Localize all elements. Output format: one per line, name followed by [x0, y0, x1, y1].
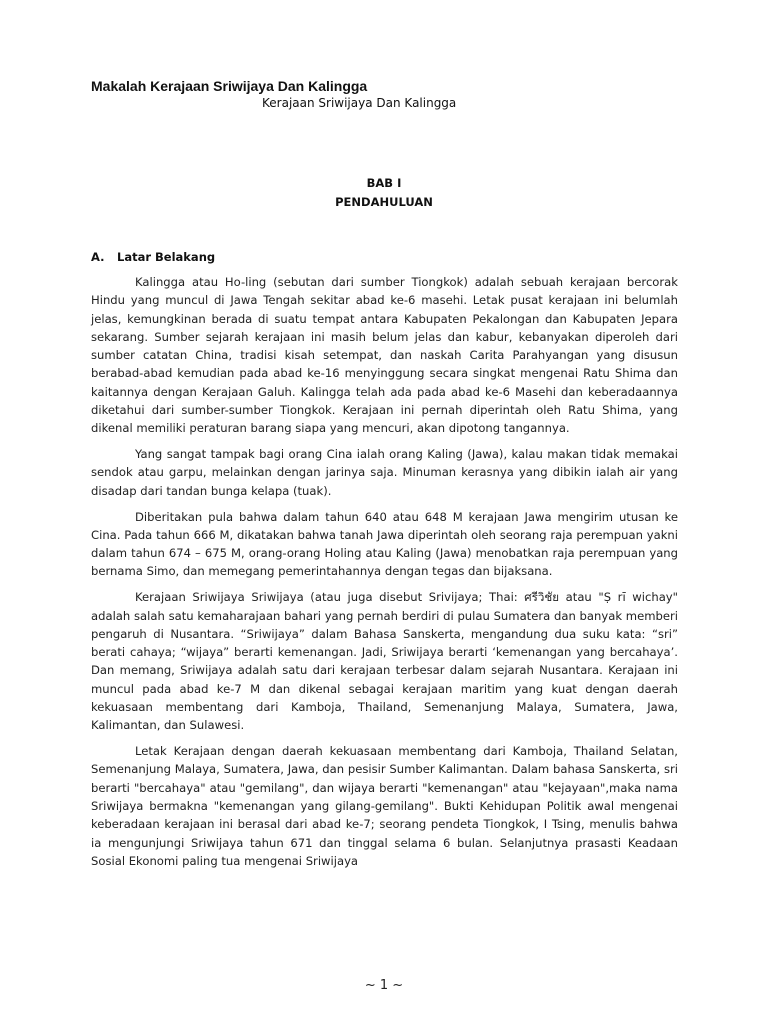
- body-text: [91, 273, 678, 878]
- section-heading: [91, 250, 215, 264]
- paragraph: Kalingga atau Ho-ling (sebutan dari sumber Tiongkok) adalah sebuah kerajaan bercorak Hindu yang muncul di Jawa Tengah sekitar abad ke-6 masehi. Letak pusat kerajaan ini belumlah jelas, kemungkinan berada di suatu tempat antara Kabupaten Pekalongan dan Kabupaten Jepara sekarang. Sumber sejarah kerajaan ini masih belum jelas dan kabur, kebanyakan diperoleh dari sumber catatan China, tradisi kisah setempat, dan naskah Carita Parahyangan yang disusun berabad-abad kemudian pada abad ke-16 menyinggung secara singkat mengenai Ratu Shima dan kaitannya dengan Kerajaan Galuh. Kalingga telah ada pada abad ke-6 Masehi dan keberadaannya diketahui dari sumber-sumber Tiongkok. Kerajaan ini pernah diperintah oleh Ratu Shima, yang dikenal memiliki peraturan barang siapa yang mencuri, akan dipotong tangannya.: [91, 275, 678, 436]
- document-title: Makalah Kerajaan Sriwijaya Dan Kalingga: [91, 78, 368, 94]
- section-title: Latar Belakang: [117, 250, 216, 264]
- paragraph: Yang sangat tampak bagi orang Cina ialah orang Kaling (Jawa), kalau makan tidak memakai sendok atau garpu, melainkan dengan jarinya saja. Minuman kerasnya yang dibikin ialah air yang disadap dari tandan bunga kelapa (tuak).: [91, 447, 678, 498]
- chapter-title: PENDAHULUAN: [335, 195, 433, 209]
- chapter-label: BAB I: [366, 176, 402, 190]
- paragraph: Diberitakan pula bahwa dalam tahun 640 atau 648 M kerajaan Jawa mengirim utusan ke Cina. Pada tahun 666 M, dikatakan bahwa tanah Jawa diperintah oleh seorang raja perempuan yakni dalam tahun 674 – 675 M, orang-orang Holing atau Kaling (Jawa) menobatkan raja perempuan yang bernama Simo, dan memegang pemerintahannya dengan tegas dan bijaksana.: [91, 509, 678, 579]
- document-subtitle: Kerajaan Sriwijaya Dan Kalingga: [262, 96, 457, 110]
- page-number: ~ 1 ~: [364, 978, 404, 993]
- section-number: A.: [91, 250, 105, 264]
- paragraph: Letak Kerajaan dengan daerah kekuasaan membentang dari Kamboja, Thailand Selatan, Semenanjung Malaya, Sumatera, Jawa, dan pesisir Sumber Kalimantan. Dalam bahasa Sanskerta, sri berarti "bercahaya" atau "gemilang", dan wijaya berarti "kemenangan" atau "kejayaan",maka nama Sriwijaya bermakna "kemenangan yang gilang-gemilang". Bukti Kehidupan Politik awal mengenai keberadaan kerajaan ini berasal dari abad ke-7; seorang pendeta Tiongkok, I Tsing, menulis bahwa ia mengunjungi Sriwijaya tahun 671 dan tinggal selama 6 bulan. Selanjutnya prasasti Keadaan Sosial Ekonomi paling tua mengenai Sriwijaya: [91, 744, 678, 868]
- paragraph: Kerajaan Sriwijaya Sriwijaya (atau juga disebut Srivijaya; Thai: ศรีวิชัย atau "Ṣ rī wichay" adalah salah satu kemaharajaan bahari yang pernah berdiri di pulau Sumatera dan banyak memberi pengaruh di Nusantara. “Sriwijaya” dalam Bahasa Sanskerta, mengandung dua suku kata: “sri” berati cahaya; “wijaya” berarti kemenangan. Jadi, Sriwijaya berarti ‘kemenangan yang bercahaya’. Dan memang, Sriwijaya adalah satu dari kerajaan terbesar dalam sejarah Nusantara. Kerajaan ini muncul pada abad ke-7 M dan dikenal sebagai kerajaan maritim yang kuat dengan daerah kekuasaan membentang dari Kamboja, Thailand, Semenanjung Malaya, Sumatera, Jawa, Kalimantan, dan Sulawesi.: [91, 590, 678, 733]
